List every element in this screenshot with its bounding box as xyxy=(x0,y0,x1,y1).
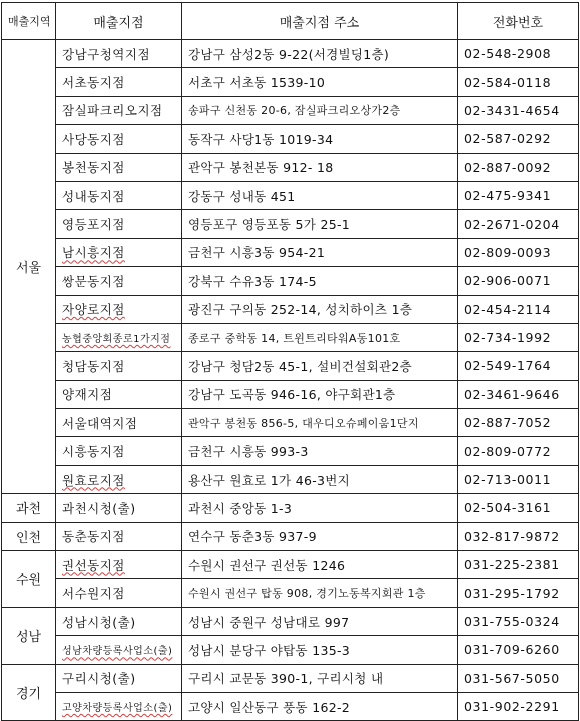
region-cell: 성남 xyxy=(2,607,56,664)
address-cell: 종로구 중학동 14, 트윈트리타워A동101호 xyxy=(182,323,458,351)
table-row xyxy=(2,579,579,607)
table-row xyxy=(2,465,579,493)
table-row xyxy=(2,352,579,380)
phone-cell: 031-902-2291 xyxy=(458,692,579,720)
header-phone: 전화번호 xyxy=(458,3,579,40)
address-cell: 영등포구 영등포동 5가 25-1 xyxy=(182,210,458,238)
table-row xyxy=(2,551,579,579)
address-cell: 과천시 중앙동 1-3 xyxy=(182,494,458,522)
table-row xyxy=(2,40,579,68)
header-region: 매출지역 xyxy=(2,3,56,40)
phone-cell: 02-475-9341 xyxy=(458,181,579,209)
store-cell: 서수원지점 xyxy=(56,579,182,607)
table-row xyxy=(2,68,579,96)
phone-cell: 02-734-1992 xyxy=(458,323,579,351)
address-cell: 용산구 원효로 1가 46-3번지 xyxy=(182,465,458,493)
address-cell: 송파구 신천동 20-6, 잠실파크리오상가2층 xyxy=(182,96,458,124)
phone-cell: 02-887-7052 xyxy=(458,409,579,437)
address-cell: 강남구 청담2동 45-1, 설비건설회관2층 xyxy=(182,352,458,380)
table-row xyxy=(2,210,579,238)
table-row xyxy=(2,323,579,351)
region-cell: 인천 xyxy=(2,522,56,550)
address-cell: 고양시 일산동구 풍동 162-2 xyxy=(182,692,458,720)
address-cell: 서초구 서초동 1539-10 xyxy=(182,68,458,96)
store-cell: 강남구청역지점 xyxy=(56,40,182,68)
address-cell: 성남시 중원구 성남대로 997 xyxy=(182,607,458,635)
store-cell: 서울대역지점 xyxy=(56,409,182,437)
table-row xyxy=(2,437,579,465)
store-cell: 남시흥지점 xyxy=(56,238,182,266)
store-cell: 잠실파크리오지점 xyxy=(56,96,182,124)
table-row xyxy=(2,295,579,323)
store-cell: 자양로지점 xyxy=(56,295,182,323)
address-cell: 수원시 권선구 권선동 1246 xyxy=(182,551,458,579)
address-cell: 금천구 시흥3동 954-21 xyxy=(182,238,458,266)
store-cell: 성내동지점 xyxy=(56,181,182,209)
phone-cell: 02-587-0292 xyxy=(458,125,579,153)
address-cell: 금천구 시흥동 993-3 xyxy=(182,437,458,465)
region-cell: 경기 xyxy=(2,664,56,721)
phone-cell: 02-548-2908 xyxy=(458,40,579,68)
store-cell: 쌍문동지점 xyxy=(56,267,182,295)
region-cell: 서울 xyxy=(2,40,56,494)
header-row xyxy=(2,3,579,40)
phone-cell: 02-584-0118 xyxy=(458,68,579,96)
region-cell: 수원 xyxy=(2,551,56,608)
store-cell: 사당동지점 xyxy=(56,125,182,153)
header-address: 매출지점 주소 xyxy=(182,3,458,40)
region-cell: 과천 xyxy=(2,494,56,522)
header-store: 매출지점 xyxy=(56,3,182,40)
phone-cell: 02-3431-4654 xyxy=(458,96,579,124)
phone-cell: 02-906-0071 xyxy=(458,267,579,295)
phone-cell: 031-755-0324 xyxy=(458,607,579,635)
branch-table xyxy=(1,2,579,721)
table-row xyxy=(2,522,579,550)
phone-cell: 031-709-6260 xyxy=(458,636,579,664)
table-row xyxy=(2,181,579,209)
address-cell: 강남구 삼성2동 9-22(서경빌딩1층) xyxy=(182,40,458,68)
store-cell: 서초동지점 xyxy=(56,68,182,96)
phone-cell: 02-504-3161 xyxy=(458,494,579,522)
store-cell: 농협중앙회종로1가지점 xyxy=(56,323,182,351)
address-cell: 광진구 구의동 252-14, 성치하이츠 1층 xyxy=(182,295,458,323)
table-row xyxy=(2,607,579,635)
address-cell: 수원시 권선구 탑동 908, 경기노동복지회관 1층 xyxy=(182,579,458,607)
table-row xyxy=(2,664,579,692)
store-cell: 시흥동지점 xyxy=(56,437,182,465)
phone-cell: 031-567-5050 xyxy=(458,664,579,692)
table-row xyxy=(2,636,579,664)
store-cell: 청담동지점 xyxy=(56,352,182,380)
table-row xyxy=(2,692,579,720)
address-cell: 강남구 도곡동 946-16, 야구회관1층 xyxy=(182,380,458,408)
address-cell: 관악구 봉천동 856-5, 대우디오슈페이움1단지 xyxy=(182,409,458,437)
store-cell: 양재지점 xyxy=(56,380,182,408)
table-row xyxy=(2,494,579,522)
table-row xyxy=(2,96,579,124)
phone-cell: 031-225-2381 xyxy=(458,551,579,579)
store-cell: 구리시청(출) xyxy=(56,664,182,692)
store-cell: 성남시청(출) xyxy=(56,607,182,635)
table-row xyxy=(2,409,579,437)
store-cell: 동춘동지점 xyxy=(56,522,182,550)
table-row xyxy=(2,267,579,295)
phone-cell: 02-713-0011 xyxy=(458,465,579,493)
address-cell: 관악구 봉천본동 912- 18 xyxy=(182,153,458,181)
address-cell: 강북구 수유3동 174-5 xyxy=(182,267,458,295)
address-cell: 동작구 사당1동 1019-34 xyxy=(182,125,458,153)
address-cell: 연수구 동춘3동 937-9 xyxy=(182,522,458,550)
address-cell: 성남시 분당구 야탑동 135-3 xyxy=(182,636,458,664)
phone-cell: 031-295-1792 xyxy=(458,579,579,607)
store-cell: 영등포지점 xyxy=(56,210,182,238)
store-cell: 권선동지점 xyxy=(56,551,182,579)
address-cell: 강동구 성내동 451 xyxy=(182,181,458,209)
address-cell: 구리시 교문동 390-1, 구리시청 내 xyxy=(182,664,458,692)
phone-cell: 02-454-2114 xyxy=(458,295,579,323)
store-cell: 원효로지점 xyxy=(56,465,182,493)
store-cell: 성남차량등록사업소(출) xyxy=(56,636,182,664)
phone-cell: 02-809-0093 xyxy=(458,238,579,266)
phone-cell: 02-809-0772 xyxy=(458,437,579,465)
phone-cell: 02-3461-9646 xyxy=(458,380,579,408)
table-row xyxy=(2,125,579,153)
phone-cell: 02-2671-0204 xyxy=(458,210,579,238)
phone-cell: 02-549-1764 xyxy=(458,352,579,380)
table-row xyxy=(2,238,579,266)
phone-cell: 02-887-0092 xyxy=(458,153,579,181)
store-cell: 고양차량등록사업소(출) xyxy=(56,692,182,720)
table-row xyxy=(2,380,579,408)
store-cell: 과천시청(출) xyxy=(56,494,182,522)
store-cell: 봉천동지점 xyxy=(56,153,182,181)
table-row xyxy=(2,153,579,181)
phone-cell: 032-817-9872 xyxy=(458,522,579,550)
